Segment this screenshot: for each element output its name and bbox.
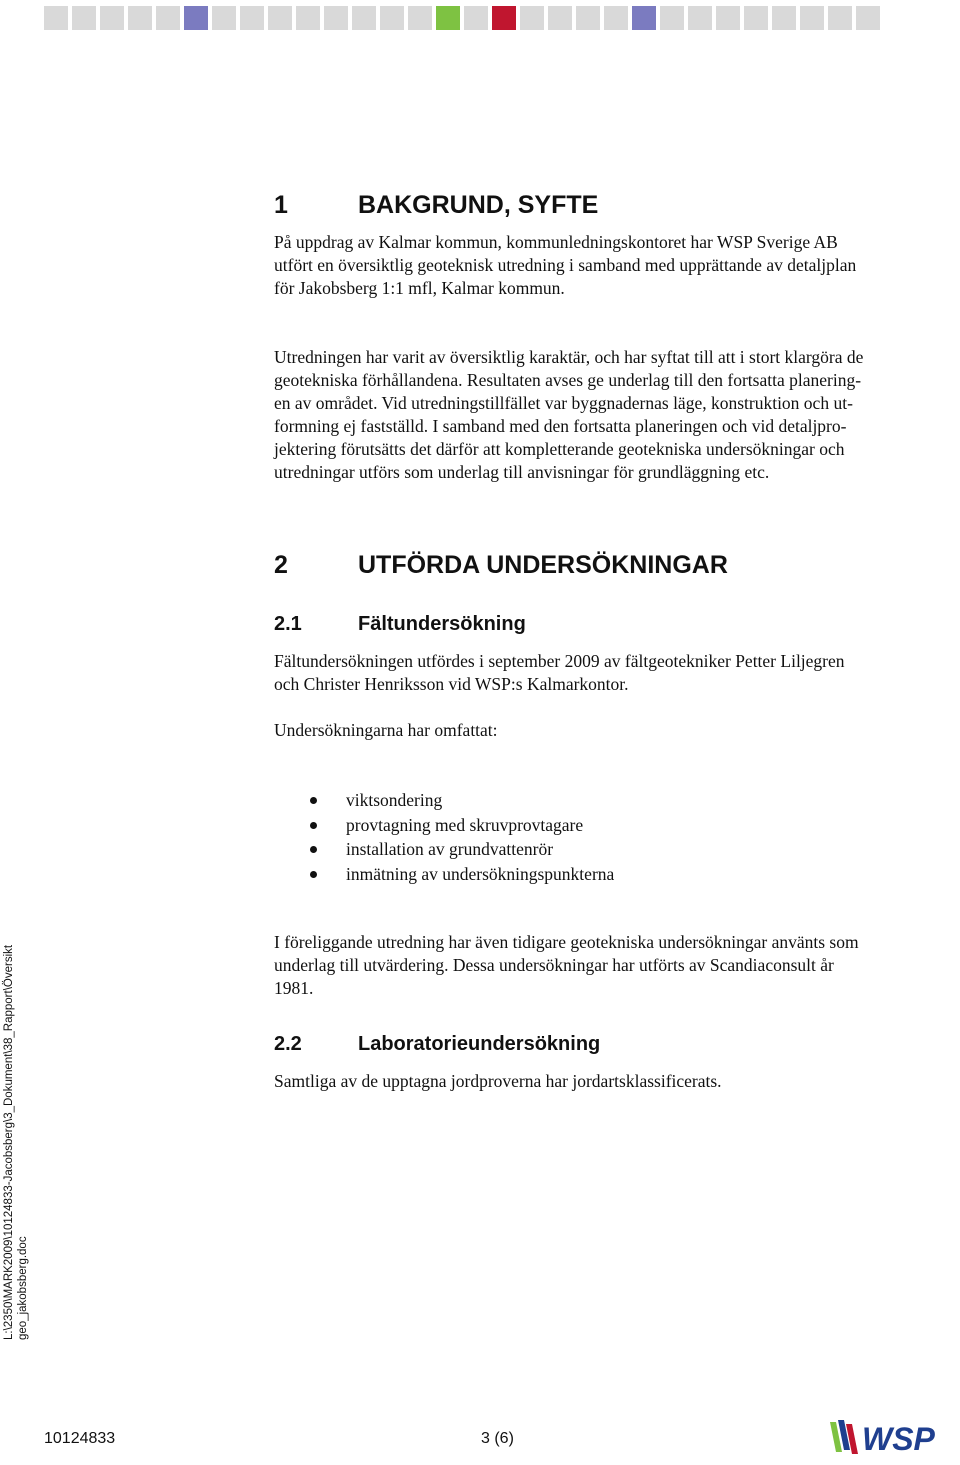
footer-project-number: 10124833 [44,1430,116,1447]
bullet-icon [310,846,317,853]
heading-number: 2.2 [274,1033,302,1055]
text-line: Utredningen har varit av översiktlig karaktär, och har syftat till att i stort klargöra de [274,347,864,367]
heading-title: UTFÖRDA UNDERSÖKNINGAR [358,551,728,579]
band-square [100,6,124,30]
header-color-band [44,6,880,30]
file-path-line: L:\2350\MARK2009\10124833-Jacobsberg\3_Dokument\38_Rapport\Översikt [3,944,15,1340]
footer-page-number: 3 (6) [481,1430,514,1447]
list-item [300,862,614,887]
wsp-logo-icon [830,1420,858,1454]
band-square [772,6,796,30]
band-square [352,6,376,30]
band-square [632,6,656,30]
list-item-text: provtagning med skruvprovtagare [346,814,584,835]
bullet-icon [310,871,317,878]
text-line: 1981. [274,978,314,998]
text-line: formning ej fastställd. I samband med den fortsatta planeringen och vid detaljpro- [274,416,847,436]
band-square [856,6,880,30]
bullet-icon [310,822,317,829]
list-item-text: inmätning av undersökningspunkterna [346,864,615,885]
text-line: utfört en översiktlig geoteknisk utredning i samband med upprättande av detaljplan [274,255,857,275]
file-path-filename: geo_jakobsberg.doc [17,1236,29,1340]
text-line: och Christer Henriksson vid WSP:s Kalmarkontor. [274,674,629,694]
text-line: Samtliga av de upptagna jordproverna har jordartsklassificerats. [274,1071,722,1091]
list-item [300,837,614,862]
paragraph-assignment [274,231,954,300]
text-line: Undersökningarna har omfattat: [274,720,498,740]
band-square [380,6,404,30]
text-line: jektering förutsätts det därför att kompletterande geotekniska undersökningar och [274,439,845,459]
band-square [408,6,432,30]
band-square [184,6,208,30]
band-square [212,6,236,30]
text-line: utredningar utförs som underlag till anvisningar för grundläggning etc. [274,462,770,482]
file-path-vertical [2,940,30,1340]
band-square [828,6,852,30]
heading-number: 2 [274,551,288,579]
band-square [492,6,516,30]
text-line: geotekniska förhållandena. Resultaten avses ge underlag till den fortsatta planering- [274,370,862,390]
band-square [72,6,96,30]
heading-section-1 [274,191,598,220]
band-square [464,6,488,30]
text-line: en av området. Vid utredningstillfället var byggnadernas läge, konstruktion och ut- [274,393,853,413]
band-square [660,6,684,30]
paragraph-scope-intro [274,719,954,742]
paragraph-investigation-scope [274,346,954,484]
list-item-text: installation av grundvattenrör [346,839,554,860]
paragraph-field-investigation [274,650,954,696]
text-line: för Jakobsberg 1:1 mfl, Kalmar kommun. [274,278,565,298]
band-square [576,6,600,30]
list-item [300,788,614,813]
band-square [744,6,768,30]
paragraph-previous-investigations [274,931,954,1000]
list-item-text: viktsondering [346,790,443,810]
band-square [548,6,572,30]
band-square [604,6,628,30]
band-square [800,6,824,30]
wsp-logo [826,1412,956,1462]
heading-section-2-2 [274,1033,600,1056]
heading-section-2 [274,551,728,580]
text-line: På uppdrag av Kalmar kommun, kommunledningskontoret har WSP Sverige AB [274,232,838,252]
band-square [240,6,264,30]
wsp-logo-text: WSP [862,1421,935,1457]
band-square [156,6,180,30]
text-line: I föreliggande utredning har även tidigare geotekniska undersökningar använts som [274,932,859,952]
text-line: underlag till utvärdering. Dessa undersökningar har utförts av Scandiaconsult år [274,955,834,975]
band-square [268,6,292,30]
band-square [44,6,68,30]
band-square [520,6,544,30]
heading-title: Laboratorieundersökning [358,1033,601,1055]
heading-title: BAKGRUND, SYFTE [358,191,599,219]
band-square [716,6,740,30]
band-square [436,6,460,30]
heading-title: Fältundersökning [358,613,526,635]
bullet-list-methods [300,788,614,887]
heading-section-2-1 [274,613,526,636]
heading-number: 2.1 [274,613,302,635]
band-square [324,6,348,30]
list-item [300,813,614,838]
paragraph-laboratory [274,1070,954,1093]
heading-number: 1 [274,191,288,219]
band-square [688,6,712,30]
band-square [128,6,152,30]
text-line: Fältundersökningen utfördes i september 2009 av fältgeotekniker Petter Liljegren [274,651,845,671]
bullet-icon [310,797,317,804]
band-square [296,6,320,30]
